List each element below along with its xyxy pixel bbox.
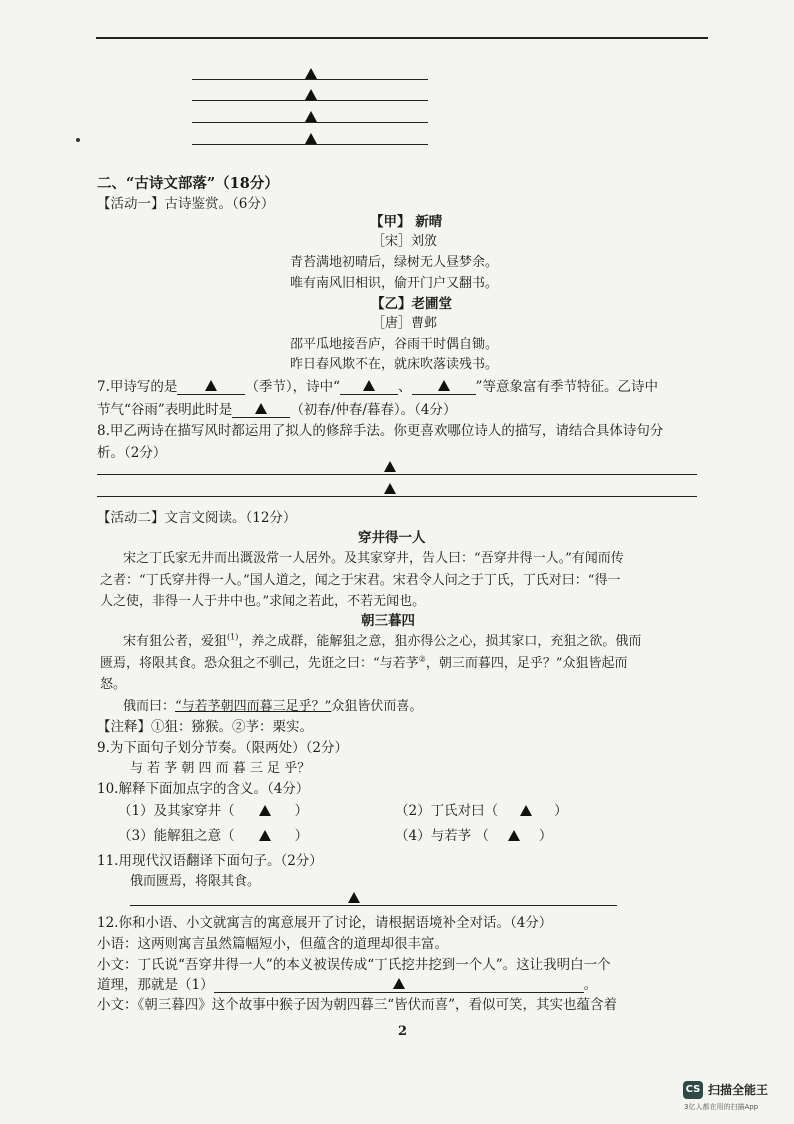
dialogue-xiaoyu: 小语：这两则寓言虽然篇幅短小，但蕴含的道理却很丰富。 (97, 936, 448, 952)
answer-line (192, 79, 428, 80)
q10-answer-1[interactable] (235, 803, 295, 819)
passage-2-line (123, 630, 641, 649)
passage-1-line: 之者：“丁氏穿井得一人。”国人道之，闻之于宋君。宋君令人问之于丁氏，丁氏对曰：“得一 (100, 573, 621, 588)
q10-close: ） (294, 828, 309, 844)
passage-2-text: ，养之成群，能解狙之意，狙亦得公之心，损其家口，充狙之欲。俄而 (238, 634, 642, 649)
poem-jia-author: ［宋］刘攽 (372, 234, 438, 249)
question-9-sentence[interactable]: 与 若 芧 朝 四 而 暮 三 足 乎？ (130, 761, 311, 776)
passage-2-text: 匮焉，将限其食。恐众狙之不驯己，先诳之曰：“与若芧 (100, 656, 419, 671)
poem-jia-line: 唯有南风旧相识，偷开门户又翻书。 (290, 276, 499, 291)
triangle-icon (255, 403, 267, 414)
passage-2-text: 宋有狙公者，爱狙 (123, 634, 228, 649)
activity-one-heading: 【活动一】古诗鉴赏。（6分） (97, 196, 275, 212)
passage-2-title: 朝三暮四 (361, 613, 415, 629)
answer-line (192, 122, 428, 123)
passage-2-text: 众狙皆伏而喜。 (331, 699, 423, 714)
poem-yi-line: 昨日春风欺不在，就床吹落读残书。 (290, 357, 499, 372)
q7-text: （季节），诗中“ (245, 379, 341, 395)
q10-label: （4）与若芧 (395, 828, 472, 844)
page-number: 2 (398, 1024, 408, 1039)
q10-label: （1）及其家穿井（ (118, 803, 235, 819)
q7-text: ”等意象富有季节特征。乙诗中 (475, 379, 658, 395)
q10-answer-3[interactable] (235, 828, 295, 844)
question-7-line1 (97, 375, 658, 395)
scanner-subtitle: 3亿人都在用的扫描App (684, 1103, 759, 1111)
scanner-logo-icon: CS (683, 1081, 703, 1099)
top-rule (96, 37, 708, 39)
poem-yi-line: 邵平瓜地接吾庐，谷雨干时偶自锄。 (290, 337, 499, 352)
question-10: 10.解释下面加点字的含义。（4分） (97, 781, 310, 797)
triangle-icon (348, 892, 360, 903)
triangle-icon (384, 461, 396, 472)
question-12: 12.你和小语、小文就寓言的寓意展开了讨论，请根据语境补全对话。（4分） (97, 915, 553, 931)
triangle-icon (393, 978, 405, 989)
answer-line (192, 100, 428, 101)
triangle-icon (259, 830, 271, 841)
poem-jia-line: 青苔满地初晴后，绿树无人昼梦余。 (290, 255, 499, 270)
question-10-item (395, 824, 552, 844)
triangle-icon (520, 805, 532, 816)
section-heading: 二、“古诗文部落”（18分） (97, 175, 279, 192)
q10-label: （3）能解狙之意（ (118, 828, 235, 844)
question-10-item (118, 824, 308, 844)
poem-yi-author: ［唐］曹邺 (372, 316, 438, 331)
q7-text: 7.甲诗写的是 (97, 379, 178, 395)
question-9: 9.为下面句子划分节奏。（限两处）（2分） (97, 740, 348, 756)
q7-text: 节气“谷雨”表明此时是 (97, 402, 233, 418)
answer-line[interactable] (130, 905, 617, 906)
answer-line[interactable] (97, 474, 697, 475)
poem-yi-title: 【乙】老圃堂 (371, 296, 452, 312)
answer-line (192, 144, 428, 145)
triangle-icon (384, 483, 396, 494)
triangle-icon (259, 805, 271, 816)
triangle-icon (508, 830, 520, 841)
question-10-item (118, 799, 308, 819)
margin-dot (76, 138, 80, 142)
q10-answer-4[interactable] (489, 828, 539, 844)
passage-2-line (100, 652, 627, 671)
triangle-icon (305, 133, 317, 144)
triangle-icon (305, 111, 317, 122)
poem-jia-title: 【甲】 新晴 (370, 214, 443, 230)
q12-text: 。 (583, 977, 598, 993)
q7-text: （初春/仲春/暮春）。（4分） (290, 402, 457, 418)
q10-answer-2[interactable] (498, 803, 554, 819)
passage-1-line: 宋之丁氏家无井而出溉汲常一人居外。及其家穿井，告人曰：“吾穿井得一人。”有闻而传 (123, 551, 624, 566)
passage-2-line: 怒。 (100, 677, 127, 692)
scanner-title: 扫描全能王 (708, 1083, 769, 1097)
dialogue-xiaowen-2: 小文：《朝三暮四》这个故事中猴子因为朝四暮三“皆伏而喜”，看似可笑，其实也蕴含着 (97, 997, 618, 1013)
answer-line[interactable] (97, 496, 697, 497)
question-8-line2: 析。（2分） (97, 445, 167, 461)
q7-blank-image1[interactable] (340, 378, 398, 395)
footnote-mark: ② (418, 654, 426, 664)
triangle-icon (363, 380, 375, 391)
q10-label: （2）丁氏对曰（ (395, 803, 499, 819)
question-7-line2 (97, 398, 457, 418)
footnote-mark: (1) (227, 632, 239, 642)
passage-2-line (123, 695, 422, 714)
passage-2-text: 俄而曰： (123, 699, 176, 714)
q12-text: 道理，那就是（1） (97, 977, 214, 993)
triangle-icon (438, 380, 450, 391)
question-10-item (395, 799, 568, 819)
q10-close: ） (554, 803, 568, 819)
q7-text: 、 (398, 379, 412, 395)
question-11: 11.用现代汉语翻译下面句子。（2分） (97, 853, 323, 869)
notes: 【注释】①狙：猕猴。②芧：栗实。 (97, 719, 313, 735)
activity-two-heading: 【活动二】文言文阅读。（12分） (97, 510, 297, 526)
underlined-sentence: “与若芧朝四而暮三足乎？” (175, 699, 332, 714)
q10-paren: （ (475, 828, 489, 844)
triangle-icon (205, 380, 217, 391)
q7-blank-image2[interactable] (412, 378, 476, 395)
dialogue-xiaowen: 小文：丁氏说“吾穿井得一人”的本义被误传成“丁氏挖井挖到一个人”。这让我明白一个 (97, 957, 611, 973)
q10-close: ） (294, 803, 309, 819)
passage-1-line: 人之使，非得一人于井中也。”求闻之若此，不若无闻也。 (100, 594, 426, 609)
dialogue-xiaowen-cont (97, 973, 597, 993)
q7-blank-time[interactable] (232, 401, 290, 418)
q10-close: ） (538, 828, 553, 844)
triangle-icon (305, 68, 317, 79)
passage-1-title: 穿井得一人 (358, 530, 426, 546)
triangle-icon (305, 89, 317, 100)
q12-blank-1[interactable] (214, 976, 584, 993)
q7-blank-season[interactable] (177, 378, 245, 395)
passage-2-text: ，朝三而暮四，足乎？”众狙皆起而 (425, 656, 628, 671)
question-11-sentence: 俄而匮焉，将限其食。 (130, 874, 261, 889)
question-8-line1: 8.甲乙两诗在描写风时都运用了拟人的修辞手法。你更喜欢哪位诗人的描写，请结合具体诗句分 (97, 423, 664, 439)
